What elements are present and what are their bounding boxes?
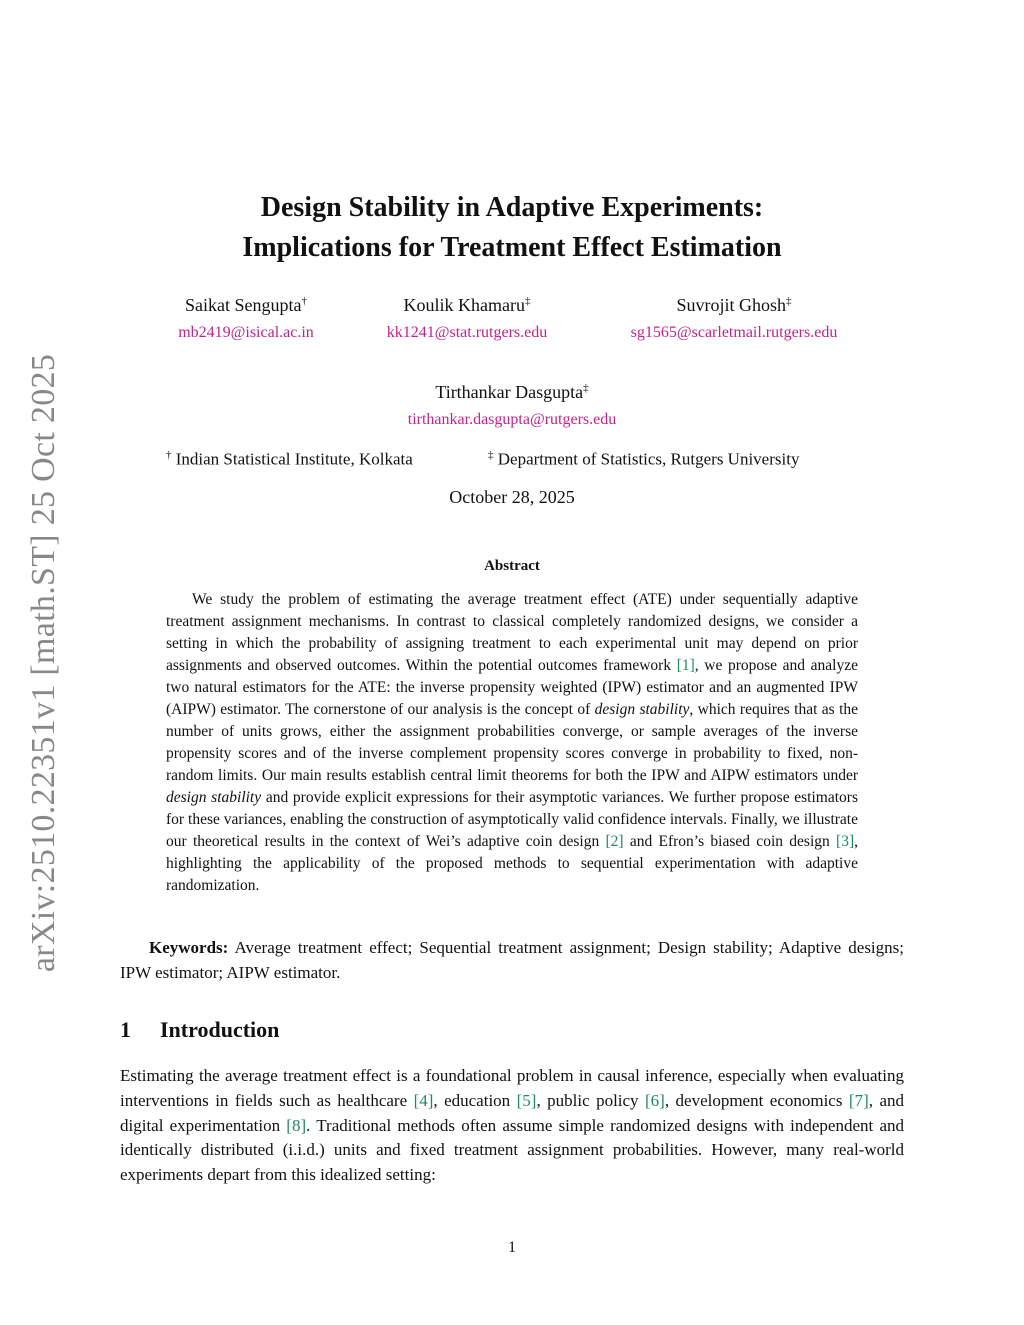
citation-link[interactable]: [6] — [645, 1090, 665, 1110]
citation-link[interactable]: [5] — [516, 1090, 537, 1110]
title-line-1: Design Stability in Adaptive Experiments: — [260, 192, 764, 223]
citation-link[interactable]: [3] — [836, 833, 855, 850]
citation-link[interactable]: [7] — [848, 1090, 869, 1110]
section-number: 1 — [120, 1017, 131, 1042]
paper-title — [0, 188, 1024, 268]
arxiv-stamp-text: arXiv:2510.22351v1 [math.ST] 25 Oct 2025 — [25, 353, 63, 972]
citation-link[interactable]: [8] — [286, 1115, 307, 1135]
publication-date: October 28, 2025 — [449, 487, 575, 507]
abstract-heading: Abstract — [484, 558, 540, 574]
page-number: 1 — [508, 1239, 516, 1256]
author-name: Saikat Sengupta† — [185, 295, 307, 315]
keywords-text: Average treatment effect; Sequential treatment assignment; Design stability; Adaptive designs; IPW estimator; AIPW estimator. — [120, 938, 904, 982]
author-email-link[interactable]: mb2419@isical.ac.in — [178, 324, 314, 341]
citation-link[interactable]: [2] — [605, 833, 624, 850]
author-email-link[interactable]: tirthankar.dasgupta@rutgers.edu — [407, 411, 617, 428]
section-heading-introduction — [120, 1015, 279, 1045]
author-name: Suvrojit Ghosh‡ — [676, 295, 792, 315]
citation-link[interactable]: [4] — [413, 1090, 434, 1110]
abstract-text: We study the problem of estimating the average treatment effect (ATE) under sequentially adaptive treatment assignment mechanisms. In contrast to classical completely randomized designs, we consider a setting in which the probability of assigning treatment to each experimental unit may depend on prior assignments and observed outcomes. Within the potential outcomes framework [1], we propose and analyze two natural estimators for the ATE: the inverse propensity weighted (IPW) estimator and an augmented IPW (AIPW) estimator. The cornerstone of our analysis is the concept of design stability, which requires that as the number of units grows, either the assignment probabilities converge, or sample averages of the inverse propensity scores and of the inverse complement propensity scores converge in probability to fixed, non-random limits. Our main results establish central limit theorems for both the IPW and AIPW estimators under design stability and provide explicit expressions for their asymptotic variances. We further propose estimators for these variances, enabling the construction of asymptotically valid confidence intervals. Finally, we illustrate our theoretical results in the context of Wei’s adaptive coin design [2] and Efron’s biased coin design [3], highlighting the applicability of the proposed methods to sequential experimentation with adaptive randomization. — [166, 591, 859, 894]
author-name: Koulik Khamaru‡ — [403, 295, 531, 315]
author-email-link[interactable]: kk1241@stat.rutgers.edu — [386, 324, 548, 341]
introduction-paragraph: Estimating the average treatment effect is a foundational problem in causal inference, especially when evaluating interventions in fields such as healthcare [4], education [5], public policy [6], development economics [7], and digital experimentation [8]. Traditional methods often assume simple randomized designs with independent and identically distributed (i.i.d.) units and fixed treatment assignment probabilities. However, many real-world experiments depart from this idealized setting: — [120, 1066, 904, 1185]
affiliation-rutgers: ‡ Department of Statistics, Rutgers University — [488, 449, 800, 469]
keywords-label: Keywords: — [149, 938, 229, 957]
arxiv-identifier-stamp — [22, 355, 66, 970]
keywords-paragraph — [120, 935, 904, 985]
author-block-khamaru — [327, 289, 607, 345]
author-block-ghosh — [594, 289, 874, 345]
author-block-dasgupta — [372, 376, 652, 432]
title-line-2: Implications for Treatment Effect Estimation — [242, 232, 782, 263]
citation-link[interactable]: [1] — [676, 657, 695, 674]
affiliation-isi: † Indian Statistical Institute, Kolkata — [166, 449, 413, 469]
section-title: Introduction — [160, 1017, 280, 1042]
author-name: Tirthankar Dasgupta‡ — [435, 382, 589, 402]
author-email-link[interactable]: sg1565@scarletmail.rutgers.edu — [630, 324, 838, 341]
